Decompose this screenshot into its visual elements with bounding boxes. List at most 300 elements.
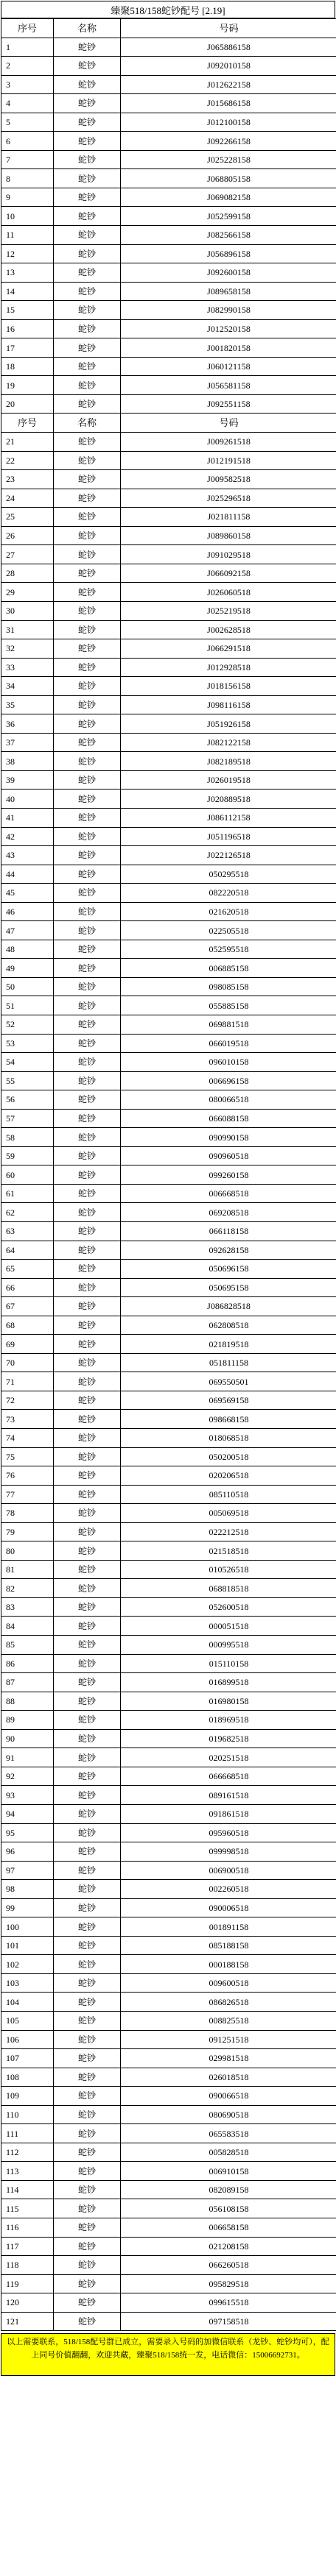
row-code: 082220518	[121, 884, 336, 903]
table-row	[1, 301, 336, 320]
row-code: 085110518	[121, 1485, 336, 1504]
row-index: 104	[1, 1993, 54, 2012]
row-code: J001820158	[121, 338, 336, 358]
table-row	[1, 1278, 336, 1297]
row-code: J098116158	[121, 695, 336, 714]
table-row	[1, 1936, 336, 1955]
row-index: 61	[1, 1184, 54, 1203]
row-name: 蛇钞	[54, 188, 121, 207]
row-code: J026019518	[121, 770, 336, 790]
row-index: 114	[1, 2180, 54, 2199]
row-code: J092266158	[121, 132, 336, 151]
table-row	[1, 338, 336, 358]
row-code: 066260518	[121, 2256, 336, 2275]
table-row	[1, 1917, 336, 1937]
row-name: 蛇钞	[54, 1485, 121, 1504]
row-code: J021811158	[121, 508, 336, 527]
row-index: 47	[1, 921, 54, 940]
table-row	[1, 1767, 336, 1786]
table-row	[1, 489, 336, 508]
row-index: 40	[1, 790, 54, 809]
row-name: 蛇钞	[54, 1842, 121, 1862]
row-index: 85	[1, 1636, 54, 1655]
row-code: J086112158	[121, 808, 336, 827]
table-row	[1, 2256, 336, 2275]
row-name: 蛇钞	[54, 790, 121, 809]
row-name: 蛇钞	[54, 846, 121, 865]
row-index: 54	[1, 1053, 54, 1072]
row-code: 056108158	[121, 2199, 336, 2218]
row-index: 33	[1, 658, 54, 677]
row-name: 蛇钞	[54, 38, 121, 57]
row-index: 94	[1, 1804, 54, 1823]
row-code: 021208158	[121, 2237, 336, 2256]
table-row	[1, 470, 336, 489]
row-code: 020251518	[121, 1748, 336, 1767]
row-name: 蛇钞	[54, 1372, 121, 1391]
row-name: 蛇钞	[54, 1391, 121, 1410]
row-name: 蛇钞	[54, 1297, 121, 1316]
row-code: 002260518	[121, 1880, 336, 1899]
table-row	[1, 226, 336, 245]
row-name: 蛇钞	[54, 2218, 121, 2237]
row-index: 31	[1, 620, 54, 639]
table-row	[1, 1804, 336, 1823]
row-index: 96	[1, 1842, 54, 1862]
row-name: 蛇钞	[54, 1898, 121, 1917]
table-row	[1, 1842, 336, 1862]
row-index: 108	[1, 2068, 54, 2087]
table-row	[1, 2011, 336, 2030]
table-row	[1, 752, 336, 771]
table-row	[1, 1541, 336, 1561]
row-code: 095829518	[121, 2274, 336, 2293]
row-name: 蛇钞	[54, 2237, 121, 2256]
row-code: 066118158	[121, 1222, 336, 1241]
row-code: J012520158	[121, 319, 336, 338]
row-name: 蛇钞	[54, 1353, 121, 1372]
row-index: 111	[1, 2124, 54, 2143]
row-code: 006885158	[121, 959, 336, 978]
row-name: 蛇钞	[54, 1861, 121, 1880]
row-code: 029981518	[121, 2049, 336, 2068]
table-row	[1, 357, 336, 376]
table-row	[1, 2143, 336, 2162]
row-index: 57	[1, 1109, 54, 1128]
table-row	[1, 244, 336, 263]
row-index: 56	[1, 1090, 54, 1110]
row-code: J092551158	[121, 394, 336, 414]
row-name: 蛇钞	[54, 1973, 121, 1993]
row-code: 095960518	[121, 1823, 336, 1842]
row-code: J025228158	[121, 150, 336, 169]
table-header-row-repeat	[1, 414, 336, 433]
row-code: J082122158	[121, 733, 336, 752]
table-row	[1, 1993, 336, 2012]
row-code: J066291518	[121, 639, 336, 659]
table-row	[1, 1748, 336, 1767]
row-code: 062808518	[121, 1316, 336, 1335]
row-name: 蛇钞	[54, 658, 121, 677]
table-row	[1, 38, 336, 57]
row-name: 蛇钞	[54, 1316, 121, 1335]
table-row	[1, 1391, 336, 1410]
row-code: 006910158	[121, 2162, 336, 2181]
row-code: J060121158	[121, 357, 336, 376]
row-name: 蛇钞	[54, 226, 121, 245]
row-index: 66	[1, 1278, 54, 1297]
row-code: 090066518	[121, 2087, 336, 2106]
row-index: 37	[1, 733, 54, 752]
row-name: 蛇钞	[54, 1203, 121, 1222]
row-code: 020206518	[121, 1466, 336, 1486]
table-row	[1, 1898, 336, 1917]
row-name: 蛇钞	[54, 2124, 121, 2143]
row-index: 84	[1, 1617, 54, 1636]
table-row	[1, 2237, 336, 2256]
row-index: 86	[1, 1654, 54, 1673]
header-index: 序号	[1, 414, 54, 433]
row-name: 蛇钞	[54, 1748, 121, 1767]
table-row	[1, 508, 336, 527]
row-index: 109	[1, 2087, 54, 2106]
row-index: 116	[1, 2218, 54, 2237]
row-name: 蛇钞	[54, 2312, 121, 2331]
row-name: 蛇钞	[54, 132, 121, 151]
row-code: J015686158	[121, 94, 336, 113]
row-index: 58	[1, 1128, 54, 1147]
row-name: 蛇钞	[54, 508, 121, 527]
row-index: 18	[1, 357, 54, 376]
row-code: 018969518	[121, 1711, 336, 1730]
row-name: 蛇钞	[54, 57, 121, 76]
table-row	[1, 1673, 336, 1692]
row-name: 蛇钞	[54, 639, 121, 659]
row-index: 68	[1, 1316, 54, 1335]
row-name: 蛇钞	[54, 2011, 121, 2030]
row-name: 蛇钞	[54, 2199, 121, 2218]
table-row	[1, 1222, 336, 1241]
row-code: 090006518	[121, 1898, 336, 1917]
table-row	[1, 1786, 336, 1805]
row-name: 蛇钞	[54, 865, 121, 884]
row-index: 39	[1, 770, 54, 790]
row-name: 蛇钞	[54, 1786, 121, 1805]
row-index: 43	[1, 846, 54, 865]
row-index: 67	[1, 1297, 54, 1316]
row-index: 110	[1, 2105, 54, 2124]
row-code: 006658158	[121, 2218, 336, 2237]
table-row	[1, 1617, 336, 1636]
row-name: 蛇钞	[54, 150, 121, 169]
row-index: 76	[1, 1466, 54, 1486]
row-code: 015110158	[121, 1654, 336, 1673]
row-code: 005828518	[121, 2143, 336, 2162]
row-name: 蛇钞	[54, 1522, 121, 1541]
row-code: J025296518	[121, 489, 336, 508]
row-code: 069550501	[121, 1372, 336, 1391]
row-code: 099998518	[121, 1842, 336, 1862]
table-row	[1, 2180, 336, 2199]
row-name: 蛇钞	[54, 1447, 121, 1466]
row-name: 蛇钞	[54, 1260, 121, 1279]
row-code: J051926158	[121, 714, 336, 734]
row-index: 2	[1, 57, 54, 76]
row-index: 50	[1, 977, 54, 996]
row-index: 79	[1, 1522, 54, 1541]
row-name: 蛇钞	[54, 169, 121, 188]
row-index: 71	[1, 1372, 54, 1391]
row-code: 022212518	[121, 1522, 336, 1541]
row-index: 70	[1, 1353, 54, 1372]
table-row	[1, 1034, 336, 1053]
row-code: 090990158	[121, 1128, 336, 1147]
row-code: J056896158	[121, 244, 336, 263]
row-index: 24	[1, 489, 54, 508]
row-index: 103	[1, 1973, 54, 1993]
row-index: 52	[1, 1015, 54, 1034]
row-code: 000051518	[121, 1617, 336, 1636]
row-name: 蛇钞	[54, 1165, 121, 1185]
row-index: 83	[1, 1597, 54, 1617]
row-code: 010526518	[121, 1560, 336, 1579]
row-index: 55	[1, 1071, 54, 1090]
row-index: 75	[1, 1447, 54, 1466]
row-name: 蛇钞	[54, 2143, 121, 2162]
row-index: 87	[1, 1673, 54, 1692]
row-index: 5	[1, 113, 54, 132]
row-name: 蛇钞	[54, 357, 121, 376]
row-code: J018156158	[121, 677, 336, 696]
row-code: 069208518	[121, 1203, 336, 1222]
row-name: 蛇钞	[54, 1636, 121, 1655]
row-index: 107	[1, 2049, 54, 2068]
table-row	[1, 583, 336, 602]
row-code: 019682518	[121, 1729, 336, 1748]
row-name: 蛇钞	[54, 1222, 121, 1241]
table-row	[1, 1260, 336, 1279]
row-code: 001891158	[121, 1917, 336, 1937]
row-name: 蛇钞	[54, 433, 121, 452]
row-code: 050696158	[121, 1260, 336, 1279]
row-code: 052595518	[121, 940, 336, 959]
table-row	[1, 601, 336, 620]
row-code: 021518518	[121, 1541, 336, 1561]
table-row	[1, 1109, 336, 1128]
table-row	[1, 1184, 336, 1203]
row-name: 蛇钞	[54, 1504, 121, 1523]
row-code: 000188158	[121, 1955, 336, 1974]
table-row	[1, 2274, 336, 2293]
row-code: J082566158	[121, 226, 336, 245]
row-index: 106	[1, 2030, 54, 2049]
table-row	[1, 1203, 336, 1222]
row-index: 46	[1, 902, 54, 921]
row-index: 100	[1, 1917, 54, 1937]
row-name: 蛇钞	[54, 263, 121, 283]
row-code: J052599158	[121, 207, 336, 226]
row-code: J025219518	[121, 601, 336, 620]
row-index: 29	[1, 583, 54, 602]
row-index: 8	[1, 169, 54, 188]
row-name: 蛇钞	[54, 1146, 121, 1165]
row-code: 091251518	[121, 2030, 336, 2049]
table-row	[1, 319, 336, 338]
row-index: 42	[1, 827, 54, 846]
row-code: 080690518	[121, 2105, 336, 2124]
row-index: 118	[1, 2256, 54, 2275]
row-name: 蛇钞	[54, 244, 121, 263]
row-code: 050295518	[121, 865, 336, 884]
row-code: 098085158	[121, 977, 336, 996]
row-name: 蛇钞	[54, 1109, 121, 1128]
row-code: 021620518	[121, 902, 336, 921]
table-row	[1, 921, 336, 940]
row-code: 082089158	[121, 2180, 336, 2199]
row-code: J086828518	[121, 1297, 336, 1316]
row-index: 3	[1, 75, 54, 94]
row-name: 蛇钞	[54, 1936, 121, 1955]
row-index: 34	[1, 677, 54, 696]
row-index: 10	[1, 207, 54, 226]
row-name: 蛇钞	[54, 2049, 121, 2068]
row-code: 006696158	[121, 1071, 336, 1090]
row-name: 蛇钞	[54, 1729, 121, 1748]
table-row	[1, 1955, 336, 1974]
row-index: 19	[1, 376, 54, 395]
row-name: 蛇钞	[54, 1335, 121, 1354]
row-code: 098668158	[121, 1410, 336, 1429]
row-name: 蛇钞	[54, 2105, 121, 2124]
row-index: 16	[1, 319, 54, 338]
table-row	[1, 695, 336, 714]
row-code: 016980158	[121, 1692, 336, 1711]
row-code: J051196518	[121, 827, 336, 846]
row-index: 93	[1, 1786, 54, 1805]
table-row	[1, 75, 336, 94]
row-code: J089860158	[121, 526, 336, 545]
table-row	[1, 714, 336, 734]
row-name: 蛇钞	[54, 2068, 121, 2087]
row-index: 102	[1, 1955, 54, 1974]
row-code: J012928518	[121, 658, 336, 677]
table-row	[1, 977, 336, 996]
row-name: 蛇钞	[54, 921, 121, 940]
row-index: 27	[1, 545, 54, 564]
row-code: J012100158	[121, 113, 336, 132]
table-row	[1, 1316, 336, 1335]
row-index: 11	[1, 226, 54, 245]
row-name: 蛇钞	[54, 338, 121, 358]
row-name: 蛇钞	[54, 752, 121, 771]
table-row	[1, 1711, 336, 1730]
table-row	[1, 1071, 336, 1090]
table-row	[1, 1861, 336, 1880]
row-index: 62	[1, 1203, 54, 1222]
row-code: 021819518	[121, 1335, 336, 1354]
row-index: 4	[1, 94, 54, 113]
table-row	[1, 1522, 336, 1541]
row-index: 48	[1, 940, 54, 959]
row-index: 64	[1, 1241, 54, 1260]
table-row	[1, 1729, 336, 1748]
row-code: 006900518	[121, 1861, 336, 1880]
row-code: 069881518	[121, 1015, 336, 1034]
row-index: 115	[1, 2199, 54, 2218]
row-code: 099615518	[121, 2293, 336, 2313]
table-row	[1, 1090, 336, 1110]
table-row	[1, 996, 336, 1015]
row-name: 蛇钞	[54, 1560, 121, 1579]
table-row	[1, 733, 336, 752]
table-row	[1, 564, 336, 583]
table-row	[1, 1880, 336, 1899]
row-name: 蛇钞	[54, 1053, 121, 1072]
row-name: 蛇钞	[54, 1880, 121, 1899]
row-index: 80	[1, 1541, 54, 1561]
row-name: 蛇钞	[54, 1241, 121, 1260]
row-name: 蛇钞	[54, 94, 121, 113]
row-code: 055885158	[121, 996, 336, 1015]
table-row	[1, 1823, 336, 1842]
row-index: 32	[1, 639, 54, 659]
row-name: 蛇钞	[54, 1541, 121, 1561]
table-row	[1, 677, 336, 696]
row-index: 26	[1, 526, 54, 545]
row-code: 065583518	[121, 2124, 336, 2143]
table-row	[1, 394, 336, 414]
row-code: 066088158	[121, 1109, 336, 1128]
row-index: 22	[1, 451, 54, 470]
row-index: 36	[1, 714, 54, 734]
row-index: 65	[1, 1260, 54, 1279]
row-index: 49	[1, 959, 54, 978]
row-index: 88	[1, 1692, 54, 1711]
row-index: 73	[1, 1410, 54, 1429]
row-index: 98	[1, 1880, 54, 1899]
row-code: 018068518	[121, 1429, 336, 1448]
row-name: 蛇钞	[54, 1673, 121, 1692]
row-name: 蛇钞	[54, 884, 121, 903]
row-code: J065886158	[121, 38, 336, 57]
table-row	[1, 1410, 336, 1429]
row-index: 59	[1, 1146, 54, 1165]
row-index: 12	[1, 244, 54, 263]
row-name: 蛇钞	[54, 2180, 121, 2199]
row-code: J012191518	[121, 451, 336, 470]
table-row	[1, 1447, 336, 1466]
row-name: 蛇钞	[54, 1617, 121, 1636]
row-index: 41	[1, 808, 54, 827]
table-row	[1, 1128, 336, 1147]
table-row	[1, 1015, 336, 1034]
row-index: 120	[1, 2293, 54, 2313]
table-row	[1, 150, 336, 169]
row-code: 068818518	[121, 1579, 336, 1598]
table-row	[1, 940, 336, 959]
row-name: 蛇钞	[54, 394, 121, 414]
row-name: 蛇钞	[54, 282, 121, 301]
row-index: 78	[1, 1504, 54, 1523]
row-index: 113	[1, 2162, 54, 2181]
row-code: 090960518	[121, 1146, 336, 1165]
row-name: 蛇钞	[54, 526, 121, 545]
row-name: 蛇钞	[54, 301, 121, 320]
table-row	[1, 376, 336, 395]
table-row	[1, 2068, 336, 2087]
table-row	[1, 2087, 336, 2106]
row-code: 099260158	[121, 1165, 336, 1185]
